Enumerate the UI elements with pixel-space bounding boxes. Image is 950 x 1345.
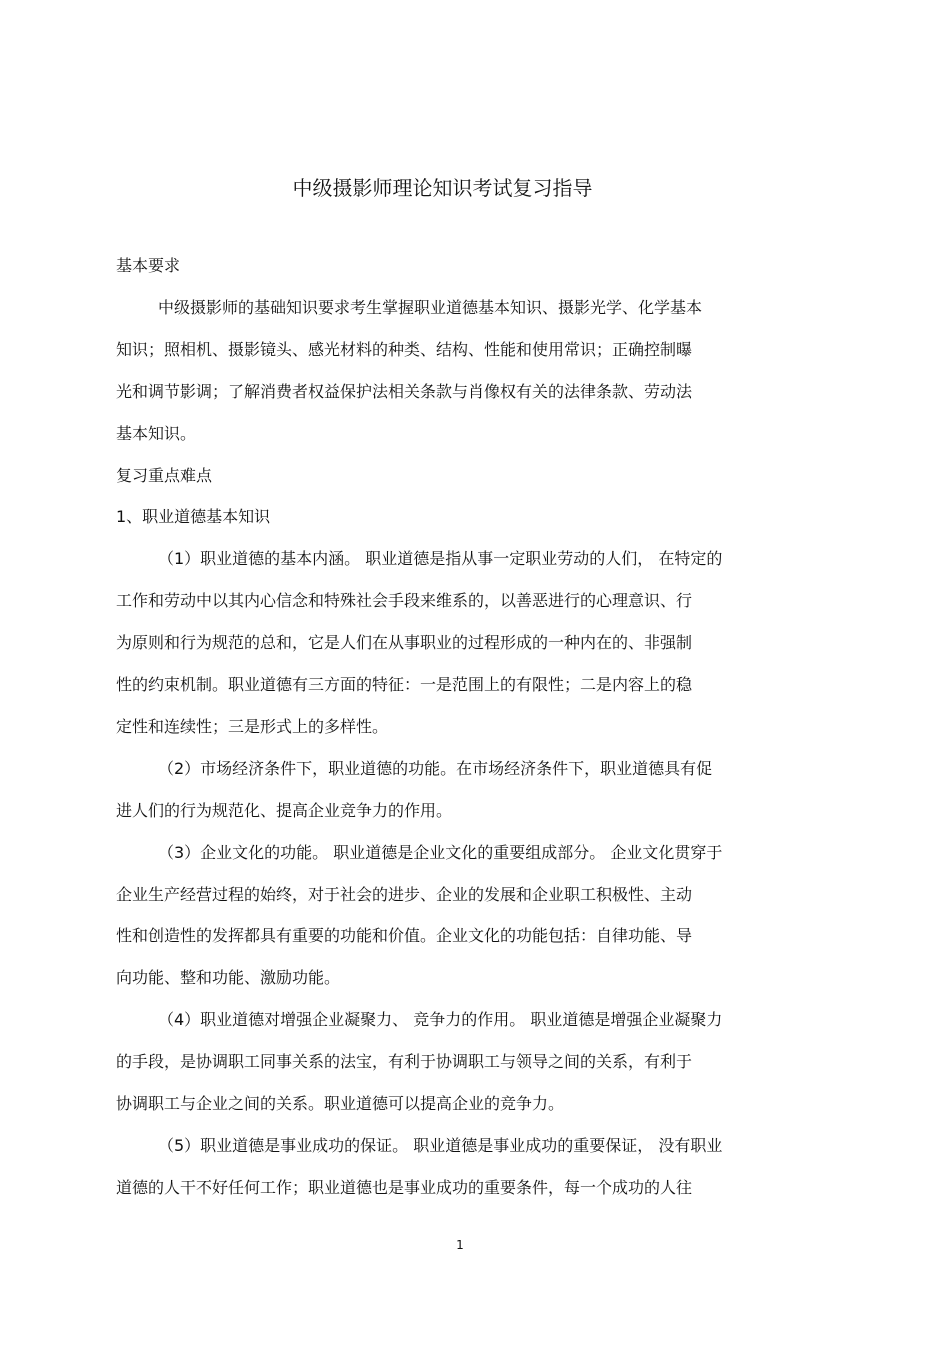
text-line: 为原则和行为规范的总和，它是人们在从事职业的过程形成的一种内在的、非强制: [116, 633, 693, 652]
text-line: 向功能、整和功能、激励功能。: [116, 968, 341, 987]
text-line: （5）职业道德是事业成功的保证。 职业道德是事业成功的重要保证， 没有职业: [158, 1136, 723, 1155]
text-line: 定性和连续性；三是形式上的多样性。: [116, 717, 389, 736]
page-number: 1: [456, 1238, 464, 1252]
text-line: （1）职业道德的基本内涵。 职业道德是指从事一定职业劳动的人们， 在特定的: [158, 549, 723, 568]
text-line: （2）市场经济条件下，职业道德的功能。在市场经济条件下，职业道德具有促: [158, 759, 713, 778]
text-line: （3）企业文化的功能。 职业道德是企业文化的重要组成部分。 企业文化贯穿于: [158, 843, 723, 862]
text-line: 1、职业道德基本知识: [116, 507, 271, 526]
text-line: 复习重点难点: [116, 466, 213, 485]
text-line: 的手段，是协调职工同事关系的法宝，有利于协调职工与领导之间的关系，有利于: [116, 1052, 693, 1071]
text-line: 道德的人干不好任何工作；职业道德也是事业成功的重要条件，每一个成功的人往: [116, 1178, 693, 1197]
text-line: 协调职工与企业之间的关系。职业道德可以提高企业的竞争力。: [116, 1094, 565, 1113]
text-line: 性的约束机制。职业道德有三方面的特征：一是范围上的有限性；二是内容上的稳: [116, 675, 693, 694]
text-line: 知识；照相机、摄影镜头、感光材料的种类、结构、性能和使用常识；正确控制曝: [116, 340, 693, 359]
text-line: 中级摄影师的基础知识要求考生掌握职业道德基本知识、摄影光学、化学基本: [158, 298, 703, 317]
text-line: 进人们的行为规范化、提高企业竞争力的作用。: [116, 801, 453, 820]
text-line: 工作和劳动中以其内心信念和特殊社会手段来维系的，以善恶进行的心理意识、行: [116, 591, 693, 610]
text-line: 光和调节影调；了解消费者权益保护法相关条款与肖像权有关的法律条款、劳动法: [116, 382, 693, 401]
text-line: 基本要求: [116, 256, 181, 275]
text-line: 基本知识。: [116, 424, 197, 443]
text-line: 性和创造性的发挥都具有重要的功能和价值。企业文化的功能包括：自律功能、导: [116, 926, 693, 945]
text-line: 企业生产经营过程的始终，对于社会的进步、企业的发展和企业职工积极性、主动: [116, 885, 693, 904]
document-title: 中级摄影师理论知识考试复习指导: [292, 176, 593, 200]
text-line: （4）职业道德对增强企业凝聚力、 竞争力的作用。 职业道德是增强企业凝聚力: [158, 1010, 723, 1029]
